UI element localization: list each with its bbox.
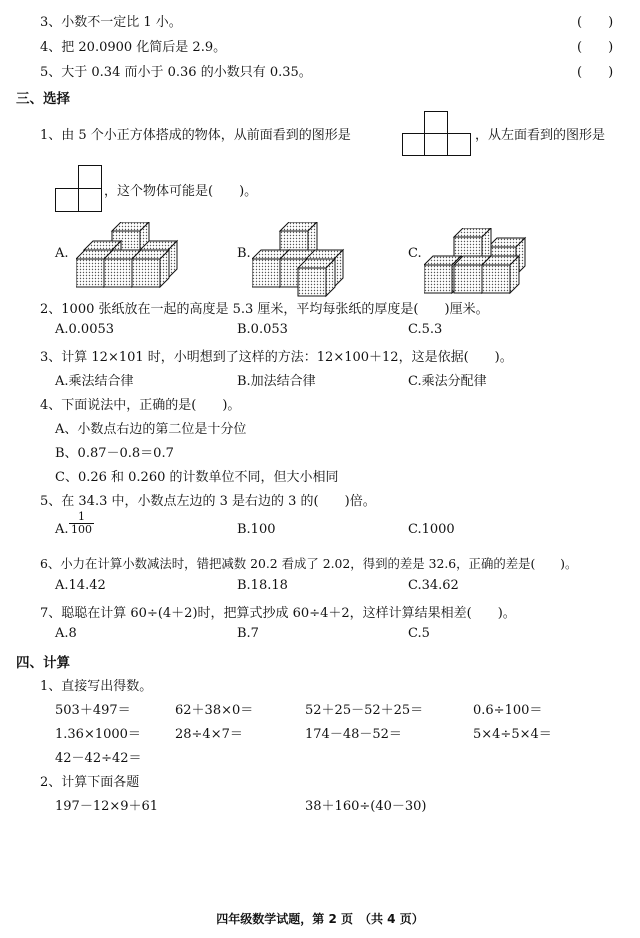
q7-option-a[interactable]: A.8 xyxy=(55,626,77,641)
mental-calc-item: 174－48－52＝ xyxy=(305,727,402,742)
q6-option-b[interactable]: B.18.18 xyxy=(237,578,288,593)
q3-option-c[interactable]: C.乘法分配律 xyxy=(408,374,487,389)
q1-option-c-figure[interactable] xyxy=(424,228,528,294)
q4-option-b[interactable]: B、0.87－0.8＝0.7 xyxy=(55,446,174,461)
q7-option-b[interactable]: B.7 xyxy=(237,626,259,641)
q2-option-c[interactable]: C.5.3 xyxy=(408,322,443,337)
q1-option-a-label: A. xyxy=(55,246,69,261)
q1-text-part3: ，这个物体可能是( )。 xyxy=(104,184,258,199)
judge-item-4: 4、把 20.0900 化简后是 2.9。 xyxy=(40,40,227,55)
mental-calc-item: 62＋38×0＝ xyxy=(175,703,254,718)
written-calc-item-1: 197－12×9＋61 xyxy=(55,799,159,814)
q3-option-b[interactable]: B.加法结合律 xyxy=(237,374,316,389)
q1-option-b-label: B. xyxy=(237,246,251,261)
q2-option-a[interactable]: A.0.0053 xyxy=(55,322,115,337)
q3-stem: 3、计算 12×101 时，小明想到了这样的方法：12×100＋12，这是依据( )。 xyxy=(40,350,513,365)
q5-option-c[interactable]: C.1000 xyxy=(408,522,455,537)
judge-paren-5[interactable]: ( ) xyxy=(577,65,614,80)
q6-option-a[interactable]: A.14.42 xyxy=(55,578,106,593)
left-view-figure xyxy=(55,165,103,213)
mental-calc-item: 0.6÷100＝ xyxy=(473,703,543,718)
judge-paren-3[interactable]: ( ) xyxy=(577,15,614,30)
q1-option-a-figure[interactable] xyxy=(76,222,180,288)
q3-option-a[interactable]: A.乘法结合律 xyxy=(55,374,134,389)
q6-option-c[interactable]: C.34.62 xyxy=(408,578,459,593)
judge-paren-4[interactable]: ( ) xyxy=(577,40,614,55)
q5-option-a-fraction[interactable] xyxy=(69,511,94,536)
fraction-denominator: 100 xyxy=(71,523,92,536)
judge-item-3: 3、小数不一定比 1 小。 xyxy=(40,15,182,30)
mental-calc-item: 52＋25－52＋25＝ xyxy=(305,703,424,718)
mental-calc-item: 1.36×1000＝ xyxy=(55,727,141,742)
q2-option-b[interactable]: B.0.053 xyxy=(237,322,288,337)
fraction-numerator: 1 xyxy=(69,511,94,524)
mental-calc-item: 42－42÷42＝ xyxy=(55,751,142,766)
q4-option-c[interactable]: C、0.26 和 0.260 的计数单位不同，但大小相同 xyxy=(55,470,339,485)
q5-stem: 5、在 34.3 中，小数点左边的 3 是右边的 3 的( )倍。 xyxy=(40,494,376,509)
calc-part2-title: 2、计算下面各题 xyxy=(40,775,140,790)
q7-stem: 7、聪聪在计算 60÷(4＋2)时，把算式抄成 60÷4＋2，这样计算结果相差( )。 xyxy=(40,606,516,621)
front-view-figure xyxy=(402,111,472,157)
section-title-choice: 三、选择 xyxy=(16,91,70,107)
q6-stem: 6、小力在计算小数减法时，错把减数 20.2 看成了 2.02，得到的差是 32.6，正确的差是( )。 xyxy=(40,556,578,571)
q1-text-part1: 1、由 5 个小正方体搭成的物体，从前面看到的图形是 xyxy=(40,128,351,143)
section-title-calc: 四、计算 xyxy=(16,655,70,671)
q5-option-b[interactable]: B.100 xyxy=(237,522,276,537)
q1-text-part2: ，从左面看到的图形是 xyxy=(475,128,606,143)
q2-stem: 2、1000 张纸放在一起的高度是 5.3 厘米，平均每张纸的厚度是( )厘米。 xyxy=(40,302,489,317)
q1-option-c-label: C. xyxy=(408,246,422,261)
mental-calc-item: 28÷4×7＝ xyxy=(175,727,243,742)
q1-option-b-figure[interactable] xyxy=(252,222,348,298)
page-footer: 四年级数学试题，第 2 页 （共 4 页） xyxy=(216,912,424,926)
written-calc-item-2: 38＋160÷(40－30) xyxy=(305,799,427,814)
q4-stem: 4、下面说法中，正确的是( )。 xyxy=(40,398,241,413)
q5-option-a-label[interactable]: A. xyxy=(55,522,69,537)
q7-option-c[interactable]: C.5 xyxy=(408,626,430,641)
judge-item-5: 5、大于 0.34 而小于 0.36 的小数只有 0.35。 xyxy=(40,65,312,80)
mental-calc-item: 503＋497＝ xyxy=(55,703,131,718)
mental-calc-item: 5×4÷5×4＝ xyxy=(473,727,552,742)
calc-part1-title: 1、直接写出得数。 xyxy=(40,679,153,694)
q4-option-a[interactable]: A、小数点右边的第二位是十分位 xyxy=(55,422,247,437)
